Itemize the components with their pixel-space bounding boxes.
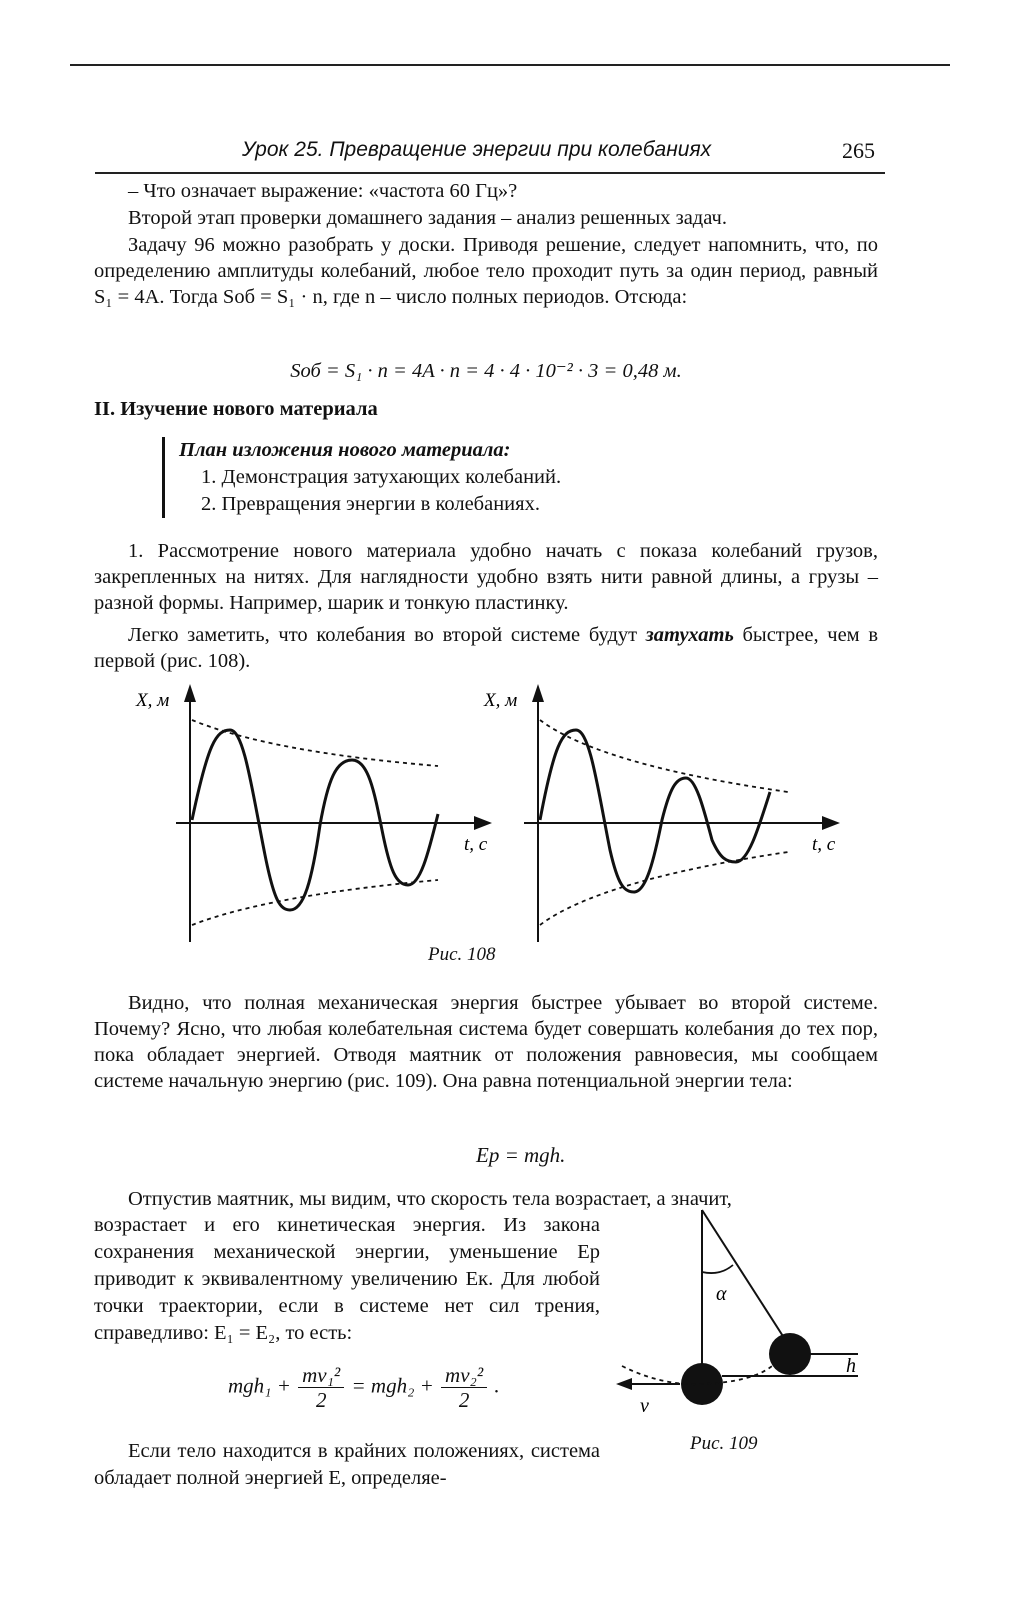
formula-path: Sоб = S₁ · n = 4A · n = 4 · 4 · 10⁻² · 3 = 0,48 м. [290,360,682,382]
header-title: Урок 25. Превращение энергии при колебаниях [242,138,712,161]
velocity-arrow-head [616,1378,632,1390]
denominator: 2 [315,1388,327,1412]
question-line: – Что означает выражение: «частота 60 Гц»? [128,180,518,202]
lower-envelope [540,852,788,925]
oscillation-curve [540,730,770,892]
graph-right [483,684,840,942]
velocity-label: v [640,1395,649,1417]
fraction-kinetic-2 [441,1363,487,1412]
paragraph-conservation: возрастает и его кинетическая энергия. Из закона сохранения механической энергии, уменьшение Eр приводит к эквивалентному увеличению Eк. Для любой точки траектории, если в системе нет сил трения, справедливо: E₁ = E₂, то есть: [94,1214,600,1344]
figure-108-caption: Рис. 108 [428,944,496,965]
formula-term: . [494,1373,500,1398]
y-axis-arrow [184,684,196,702]
formula-term: = mgh₂ + [351,1373,434,1398]
figure-109-caption: Рис. 109 [690,1433,758,1454]
paragraph-energy: Видно, что полная механическая энергия быстрее убывает во второй системе. Почему? Ясно, что любая колебательная система будет совершать колебания до тех пор, пока обладает энергией. Отводя маятник от положения равновесия, мы сообщаем системе начальную энергию (рис. 109). Она равна потенциальной энергии тела: [94,992,878,1092]
numerator: mv₁² [298,1363,344,1388]
ball-raised [769,1333,811,1375]
formula-conservation [228,1363,500,1423]
formula-potential-energy: Eр = mgh. [476,1143,566,1167]
top-rule [70,64,950,66]
figure-109-pendulum [612,1200,882,1470]
oscillation-curve [192,730,438,910]
running-header [95,138,885,174]
numerator: mv₂² [441,1363,487,1388]
paragraph-damping [94,622,878,674]
paragraph-extreme-positions: Если тело находится в крайних положениях, система обладает полной энергией E, определяе- [94,1440,600,1489]
plan-heading: План изложения нового материала: [179,439,511,461]
damping-text-before: Легко заметить, что колебания во второй системе будут [128,624,646,646]
x-axis-arrow [474,816,492,830]
denominator: 2 [458,1388,470,1412]
section-heading: II. Изучение нового материала [94,398,378,420]
angle-label: α [716,1283,727,1305]
plan-item: 1. Демонстрация затухающих колебаний. [201,466,562,488]
paragraph-release: Отпустив маятник, мы видим, что скорость тела возрастает, а значит, [128,1188,732,1210]
graph-left [135,684,492,942]
height-label: h [846,1355,856,1377]
upper-envelope [192,720,438,766]
plan-item: 2. Превращения энергии в колебаниях. [201,493,540,515]
page-number: 265 [842,138,875,163]
pendulum-string [702,1210,788,1344]
y-axis-label: X, м [136,690,170,711]
paragraph-demonstration: 1. Рассмотрение нового материала удобно начать с показа колебаний грузов, закрепленных на нитях. Для наглядности удобно взять нити равной длины, а грузы – разной формы. Например, шарик и тонкую пластинку. [94,540,878,614]
paragraph-task96: Задачу 96 можно разобрать у доски. Приводя решение, следует напомнить, что, по определению амплитуды колебаний, любое тело проходит путь за один период, равный S₁ = 4A. Тогда Sоб = S₁ · n, где n – число полных периодов. Отсюда: [94,234,878,308]
fraction-kinetic-1 [298,1363,344,1412]
formula-term: mgh₁ + [228,1373,291,1398]
damping-emphasis: затухать [645,624,734,646]
x-axis-label: t, c [464,834,488,855]
damping-text-after: быстрее, чем в первой (рис. 108). [94,624,878,672]
figure-108 [120,680,860,970]
x-axis-arrow [822,816,840,830]
plan-box [162,437,561,518]
x-axis-label: t, c [812,834,836,855]
paragraph-homework: Второй этап проверки домашнего задания – анализ решенных задач. [128,207,727,229]
y-axis-arrow [532,684,544,702]
angle-arc [702,1265,733,1273]
lower-envelope [192,880,438,925]
y-axis-label: X, м [484,690,518,711]
